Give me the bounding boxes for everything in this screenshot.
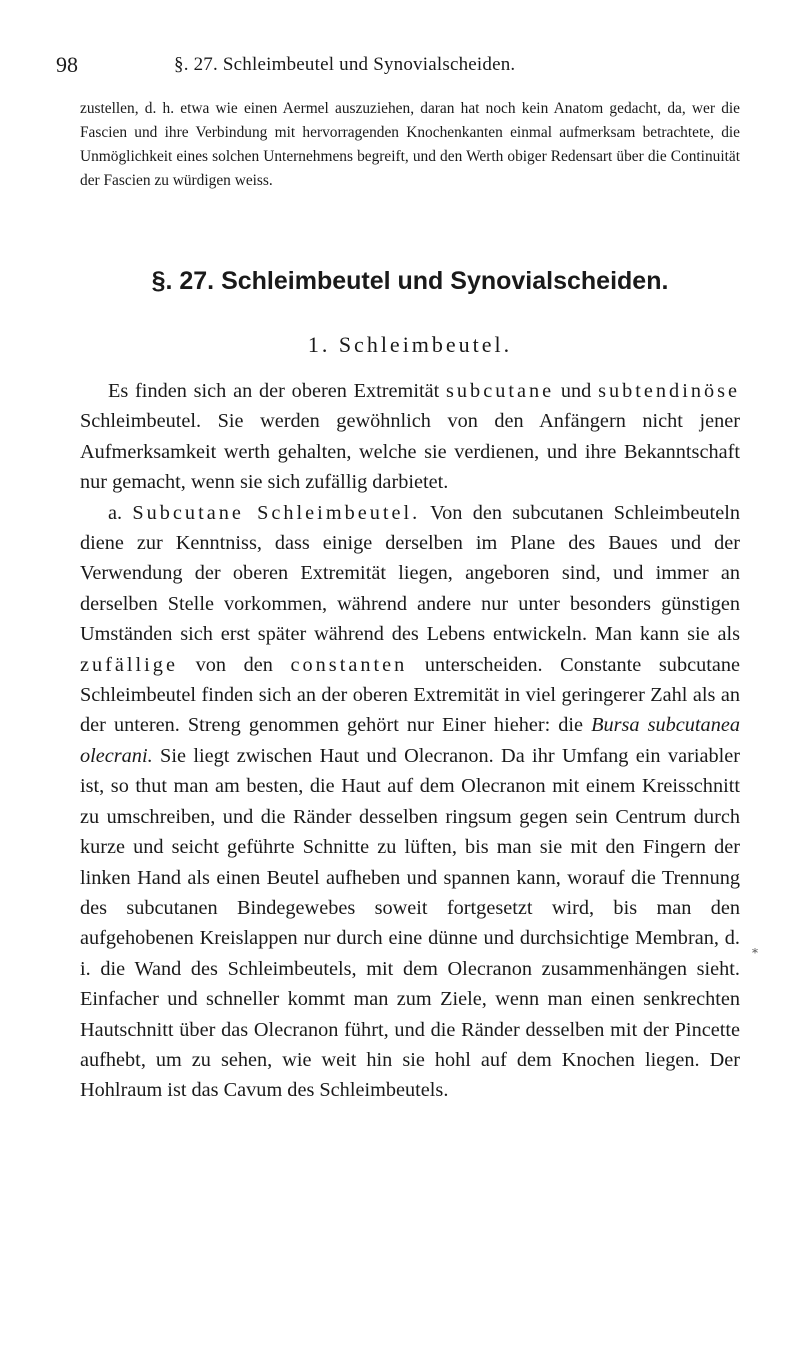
p1-text-3: Schleimbeutel. Sie werden gewöhnlich von den Anfängern nicht jener Aufmerksamkeit werth gehalten, welche sie verdienen, und ihre Bekanntschaft nur gemacht, wenn sie sich zufällig darbietet. — [80, 410, 740, 494]
page-number: 98 — [56, 52, 78, 77]
p2-text-4: Sie liegt zwischen Haut und Olecranon. Da ihr Umfang ein variabler ist, so thut man am besten, die Haut auf dem Olecranon mit einem Kreisschnitt zu umschreiben, und die Ränder desselben ringsum gegen sein Centrum durch kurze und seicht geführte Schnitte zu lüften, bis man sie mit den Fingern der linken Hand als einen Beutel aufheben und spannen kann, worauf die Trennung des subcutanen Bindegewebes soweit fortgesetzt wird, bis man den aufgehobenen Kreislappen nur durch eine dünne und durchsichtige Membran, d. i. die Wand des Schleimbeutels, mit dem Olecranon zusammenhängen sieht. Einfacher und schneller kommt man zum Ziele, wenn man einen senkrechten Hautschnitt über das Olecranon führt, und die Ränder desselben mit der Pincette aufhebt, um zu sehen, wie weit hin sie hohl auf dem Knochen liegen. Der Hohlraum ist das Cavum des Schleimbeutels. — [80, 744, 740, 1102]
p1-spaced-subtendinoese: subtendinöse — [598, 380, 741, 402]
paragraph-2 — [80, 498, 740, 1106]
paragraph-1 — [80, 376, 740, 498]
p1-spaced-subcutane: subcutane — [446, 380, 555, 402]
body-text — [80, 376, 740, 1106]
p2-italic-bursa: Bursa subcutanea olecrani. — [80, 714, 740, 767]
p1-text-2: und — [554, 380, 599, 402]
p2-text-1: Von den subcutanen Schleimbeuteln diene zur Kenntniss, dass einige derselben im Plane des Baues und der Verwendung der oberen Extremität liegen, angeboren sind, und immer an derselben Stelle vorkommen, während andere nur unter besonders günstigen Umständen sich erst später während des Lebens entwickeln. Man kann sie als — [80, 501, 740, 646]
p2-lead: a. — [108, 501, 133, 524]
page-header — [56, 52, 756, 82]
p2-spaced-constanten: constanten — [290, 653, 408, 676]
p2-text-3: unterscheiden. Constante subcutane Schleimbeutel finden sich an der oberen Extremität in viel geringerer Zahl als an der unteren. Streng genommen gehört nur Einer hieher: die — [80, 653, 741, 737]
section-heading: §. 27. Schleimbeutel und Synovialscheiden. — [151, 267, 669, 295]
running-head: §. 27. Schleimbeutel und Synovialscheiden. — [174, 54, 516, 75]
intro-paragraph: zustellen, d. h. etwa wie einen Aermel auszuziehen, daran hat noch kein Anatom gedacht, da, wer die Fascien und ihre Verbindung mit hervorragenden Knochenkanten einmal aufmerksam betrachtete, die Unmöglichkeit eines solchen Unternehmens begreift, und den Werth obiger Redensart über die Continuität der Fascien zu würdigen weiss. — [80, 100, 740, 189]
intro-paragraph-block — [80, 97, 740, 193]
subheading: 1. Schleimbeutel. — [307, 332, 513, 357]
p1-text-1: Es finden sich an der oberen Extremität — [108, 380, 447, 402]
p2-spaced-heading: Subcutane Schleimbeutel. — [132, 501, 421, 524]
p2-text-2: von den — [177, 653, 291, 676]
p2-spaced-zufaellige: zufällige — [80, 653, 178, 676]
margin-mark: * — [752, 946, 758, 960]
